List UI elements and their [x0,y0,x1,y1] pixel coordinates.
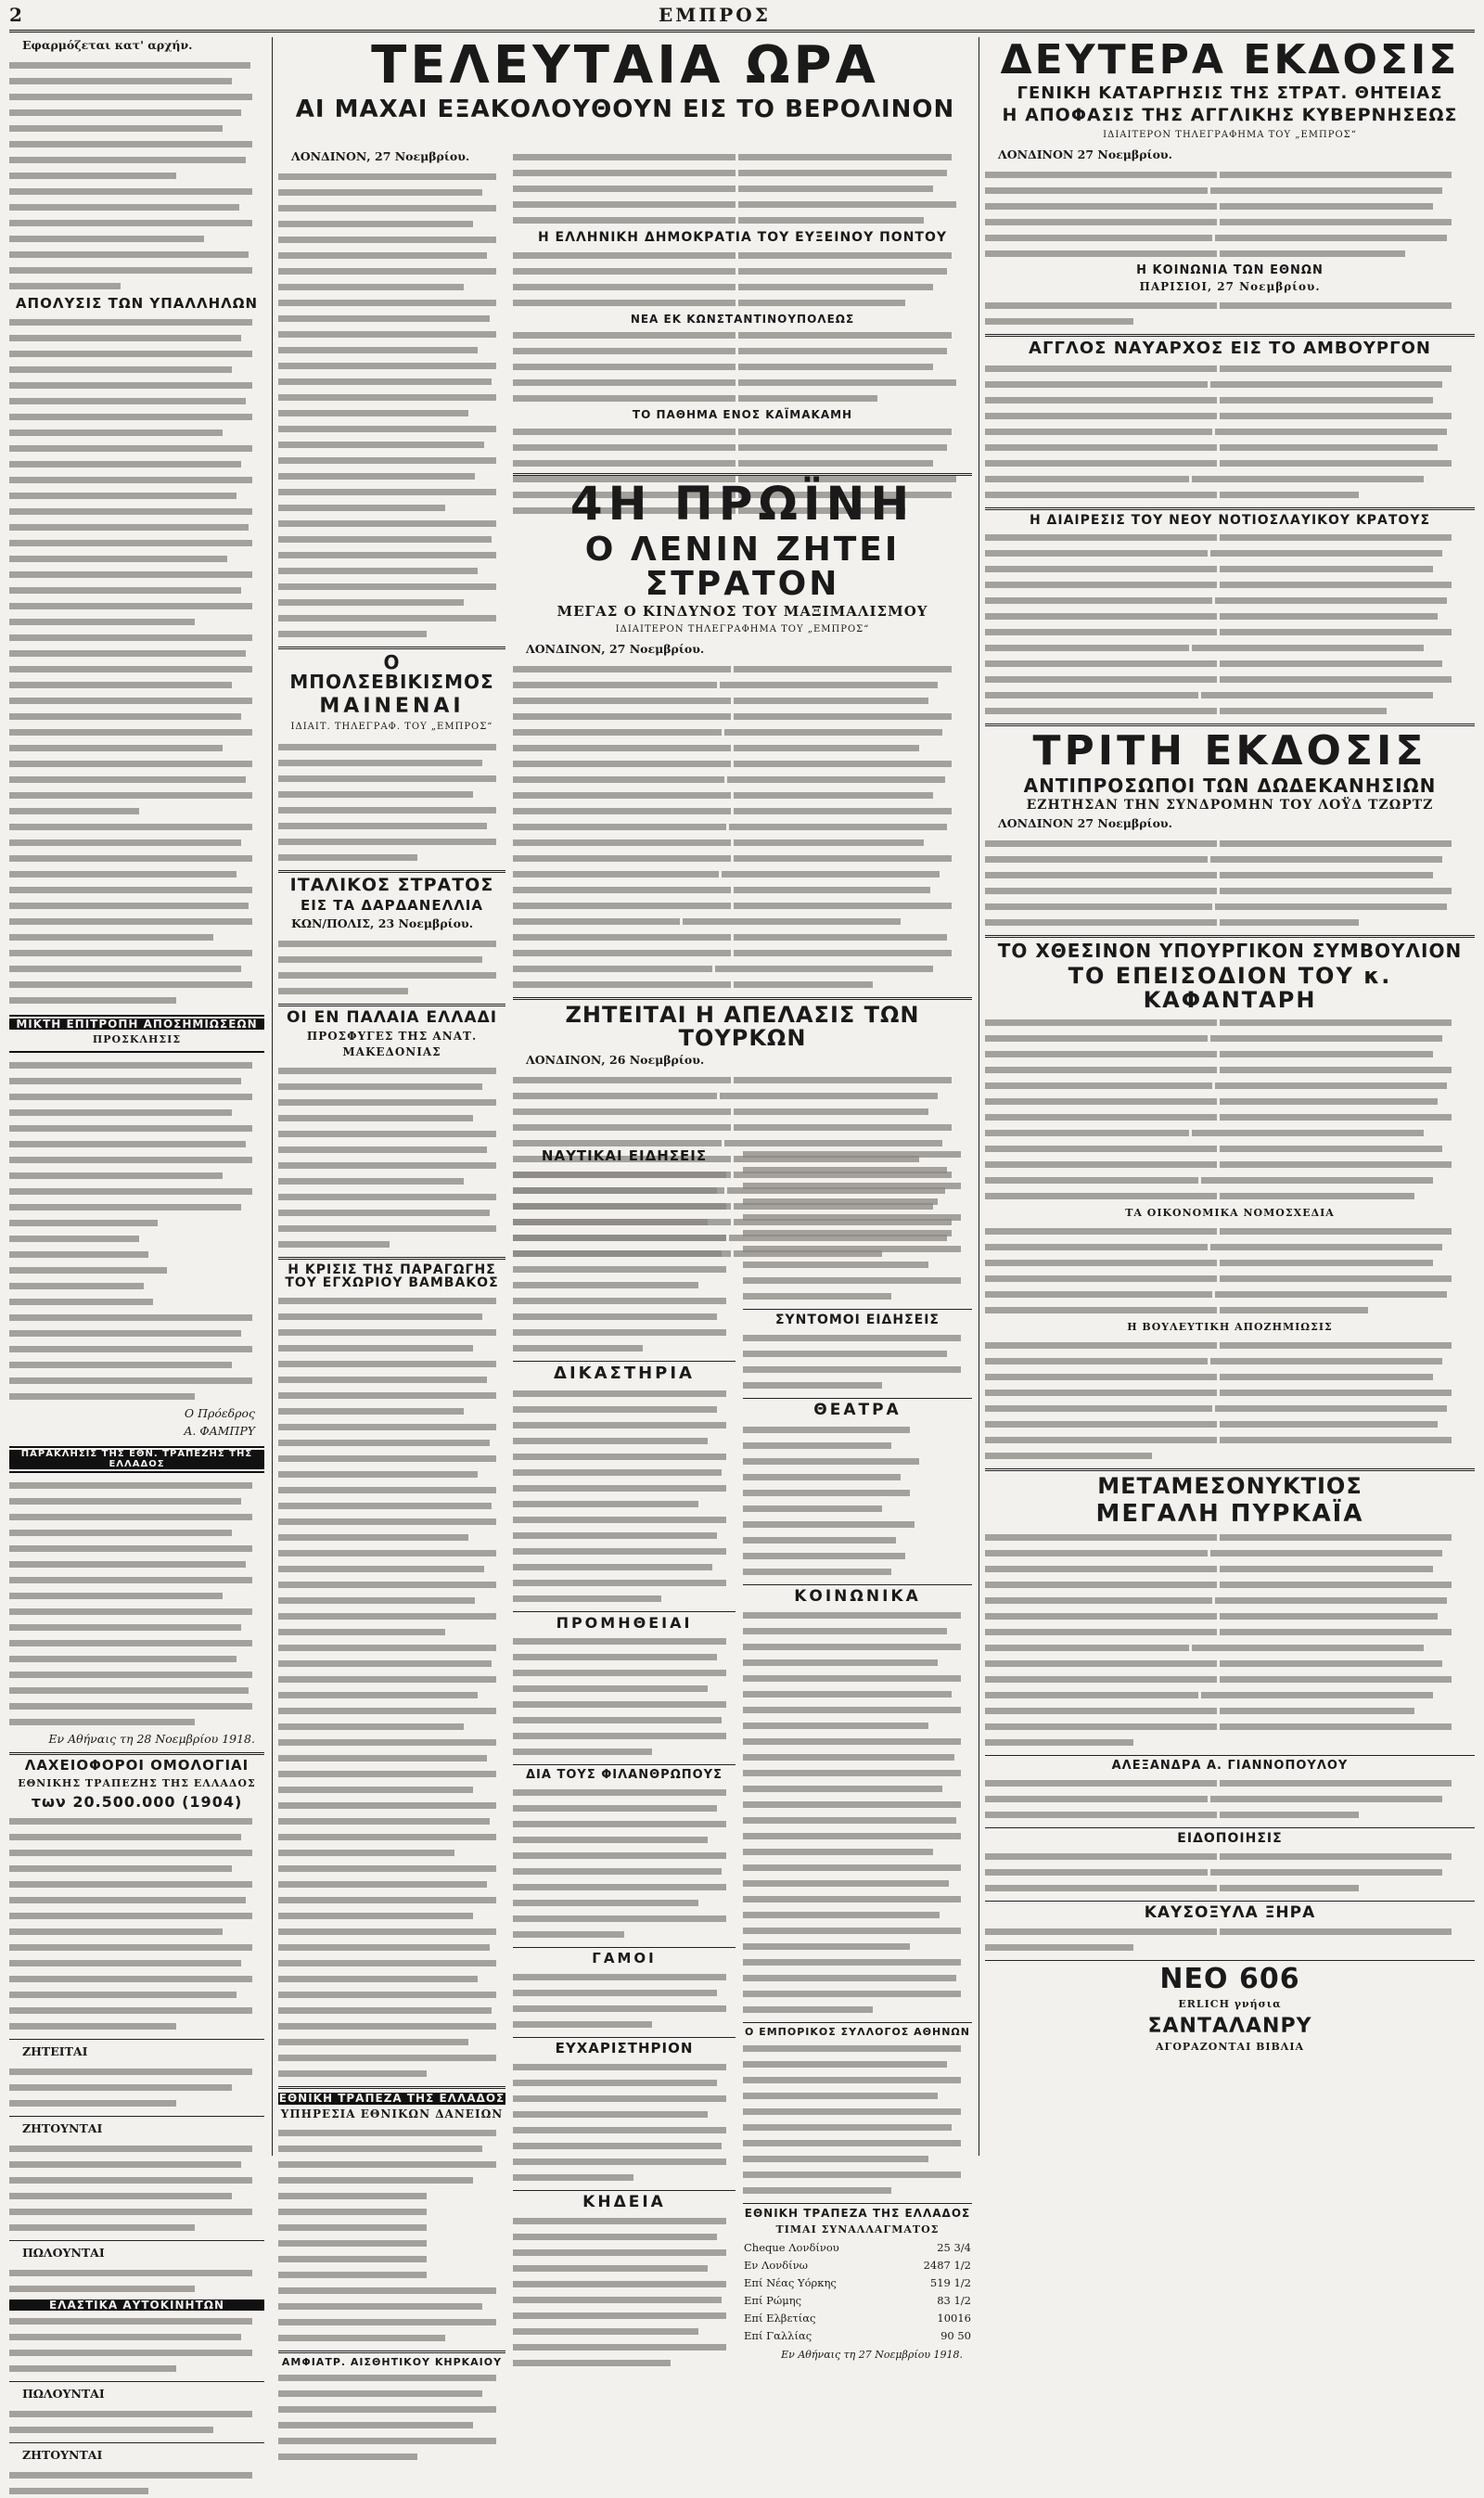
italian-dateline: ΚΩΝ/ΠΟΛΙΣ, 23 Νοεμβρίου. [291,916,474,930]
body-text [278,738,505,865]
table-row [743,2239,972,2257]
bank-dateline: Εν Αθήναις τη 28 Νοεμβρίου 1918. [48,1732,255,1747]
separator [513,1764,736,1765]
body-text [513,2212,736,2370]
dodecanese-dateline: ΛΟΝΔΙΝΟΝ 27 Νοεμβρίου. [998,816,1172,831]
lenin-subheading: ΜΕΓΑΣ Ο ΚΙΝΔΥΝΟΣ ΤΟΥ ΜΑΞΙΜΑΛΙΣΜΟΥ [556,603,928,621]
exchange-value: 2487 1/2 [923,2258,971,2272]
table-row [743,2327,972,2345]
body-text [278,1292,505,2081]
headline-dismissal: ΑΠΟΛΥΣΙΣ ΤΩΝ ΥΠΑΛΛΗΛΩΝ [15,295,259,312]
bolshevism-tag: ΙΔΙΑΙΤ. ΤΗΛΕΓΡΑΦ. ΤΟΥ „ΕΜΠΡΟΣ“ [290,722,493,733]
headline-naval: ΝΑΥΤΙΚΑΙ ΕΙΔΗΣΕΙΣ [541,1147,708,1164]
exchange-label: Cheque Λονδίνου [744,2240,839,2254]
separator [513,2190,736,2191]
separator [985,1468,1475,1471]
separator [9,1752,264,1755]
body-text [278,935,505,998]
headline-league: Η ΚΟΙΝΩΝΙΑ ΤΩΝ ΕΘΝΩΝ [1136,263,1324,278]
exchange-label: Επί Νέας Υόρκης [744,2275,837,2289]
dodecanese-subheading: ΕΖΗΤΗΣΑΝ ΤΗΝ ΣΥΝΔΡΟΜΗΝ ΤΟΥ ΛΟΫΔ ΤΖΩΡΤΖ [1026,798,1434,813]
lead-text: Εφαρμόζεται κατ' αρχήν. [22,38,193,52]
separator [9,2240,264,2241]
headline-old-greece: ΟΙ ΕΝ ΠΑΛΑΙΑ ΕΛΛΑΔΙ [286,1007,498,1027]
headline-italian: ΙΤΑΛΙΚΟΣ ΣΤΡΑΤΟΣ [289,875,494,896]
lottery-amount: των 20.500.000 (1904) [31,1793,243,1812]
headline-last-hour: ΤΕΛΕΥΤΑΙΑ ΩΡΑ [371,35,879,96]
separator [743,1309,972,1310]
body-text [278,168,505,641]
exchange-dateline: Εν Αθήναις τη 27 Νοεμβρίου 1918. [781,2348,963,2361]
table-row [743,2257,972,2274]
body-text [743,1146,972,1303]
column-center-lower-right [743,1146,972,2361]
separator [985,1755,1475,1756]
committee-signature: Α. ΦΑΜΠΡΥ [184,1424,255,1439]
headline-santal: ΣΑΝΤΑΛΑΝΡΥ [1147,2014,1312,2038]
headline-courts: ΔΙΚΑΣΤΗΡΙΑ [554,1363,695,1383]
exchange-label: Εν Λονδίνω [744,2258,809,2272]
column-right [985,37,1475,2159]
headline-notice: ΕΙΔΟΠΟΙΗΣΙΣ [1177,1830,1283,1846]
neo606-subheading: ERLICH γνήσια [1178,1997,1282,2010]
fourth-edition [513,473,972,1144]
body-text [9,2140,264,2235]
body-text [513,327,972,405]
body-text [9,2063,264,2110]
headline-kirkeion: ΑΜΦΙΑΤΡ. ΑΙΣΘΗΤΙΚΟΥ ΚΗΡΚΑΙΟΥ [281,2355,503,2368]
body-text [985,297,1475,328]
separator [985,1960,1475,1961]
headline-bank2: ΕΘΝΙΚΗ ΤΡΑΠΕΖΑ ΤΗΣ ΕΛΛΑΔΟΣ [278,2092,505,2105]
headline-weddings: ΓΑΜΟΙ [592,1950,657,1967]
body-text [985,1848,1475,1895]
headline-third-edition: ΤΡΙΤΗ ΕΚΔΟΣΙΣ [1032,727,1427,775]
headline-lenin: Ο ΛΕΝΙΝ ΖΗΤΕΙ ΣΤΡΑΤΟΝ [584,530,901,604]
old-greece-subheading: ΠΡΟΣΦΥΓΕΣ ΤΗΣ ΑΝΑΤ. ΜΑΚΕΔΟΝΙΑΣ [306,1029,478,1058]
bank2-subheading: ΥΠΗΡΕΣΙΑ ΕΘΝΙΚΩΝ ΔΑΝΕΙΩΝ [280,2107,504,2120]
separator [985,334,1475,337]
headline-friends: ΔΙΑ ΤΟΥΣ ΦΙΛΑΝΘΡΩΠΟΥΣ [526,1768,723,1783]
headline-short-news: ΣΥΝΤΟΜΟΙ ΕΙΔΗΣΕΙΣ [774,1313,940,1327]
lenin-dateline: ΛΟΝΔΙΝΟΝ, 27 Νοεμβρίου. [526,642,705,657]
headline-konst: ΝΕΑ ΕΚ ΚΩΝΣΤΑΝΤΙΝΟΥΠΟΛΕΩΣ [630,312,855,326]
headline-neo606: ΝΕΟ 606 [1159,1963,1300,1996]
body-text [278,1062,505,1251]
classified-ad: ΖΗΤΕΙΤΑΙ [22,2043,88,2058]
bank-box [9,1446,264,1473]
exchange-subheading: ΤΙΜΑΙ ΣΥΝΑΛΛΑΓΜΑΤΟΣ [775,2223,940,2235]
page-number: 2 [9,4,22,26]
headline-hamburg: ΑΓΓΛΟΣ ΝΑΥΑΡΧΟΣ ΕΙΣ ΤΟ ΑΜΒΟΥΡΓΟΝ [1029,338,1431,358]
right-tag: ΙΔΙΑΙΤΕΡΟΝ ΤΗΛΕΓΡΑΦΗΜΑ ΤΟΥ „ΕΜΠΡΟΣ“ [1103,130,1357,141]
body-text [9,2466,264,2498]
headline-fire: ΜΕΓΑΛΗ ΠΥΡΚΑΪΑ [1095,1499,1364,1528]
column-left [9,37,264,2463]
separator [9,2116,264,2117]
body-text [9,1813,264,2033]
headline-kafantaris: ΤΟ ΕΠΕΙΣΟΔΙΟΝ ΤΟΥ κ. ΚΑΦΑΝΤΑΡΗ [1068,963,1392,1013]
body-text [985,1223,1475,1317]
headline-second-edition: ΔΕΥΤΕΡΑ ΕΚΔΟΣΙΣ [1000,36,1460,83]
body-text [278,2369,505,2464]
committee-president: Ο Πρόεδρος [184,1406,255,1421]
column-center-left [278,148,505,2368]
headline-committee: ΜΙΚΤΗ ΕΠΙΤΡΟΠΗ ΑΠΟΣΗΜΙΩΣΕΩΝ [9,1018,264,1031]
separator [9,2381,264,2382]
separator [985,724,1475,726]
bolshevism-subheading: ΜΑΙΝΕΝΑΙ [319,695,465,718]
headline-midnight: ΜΕΤΑΜΕΣΟΝΥΚΤΙΟΣ [1097,1472,1362,1499]
masthead [9,4,1475,32]
exchange-label: Επί Ρώμης [744,2293,802,2307]
exchange-value: 25 3/4 [937,2240,971,2254]
headline-council: ΤΟ ΧΘΕΣΙΝΟΝ ΥΠΟΥΡΓΙΚΟΝ ΣΥΜΒΟΥΛΙΟΝ [997,940,1463,963]
separator [9,2039,264,2040]
exchange-label: Επί Ελβετίας [744,2311,816,2325]
exchange-value: 83 1/2 [937,2293,971,2307]
body-text [9,1057,264,1403]
table-row [743,2310,972,2327]
headline-finance: ΤΑ ΟΙΚΟΝΟΜΙΚΑ ΝΟΜΟΣΧΕΔΙΑ [1125,1206,1335,1219]
classified-ad: ΖΗΤΟΥΝΤΑΙ [22,2120,103,2135]
table-row [743,2292,972,2310]
body-text [9,2405,264,2437]
classified-ad: ΖΗΤΟΥΝΤΑΙ [22,2448,103,2463]
headline-pasha: ΤΟ ΠΑΘΗΜΑ ΕΝΟΣ ΚΑΪΜΑΚΑΜΗ [632,408,853,422]
body-text [985,529,1475,718]
body-text [985,1014,1475,1203]
santal-subheading: ΑΓΟΡΑΖΟΝΤΑΙ ΒΙΒΛΙΑ [1155,2041,1305,2054]
body-text [743,1607,972,2017]
league-dateline: ΠΑΡΙΣΙΟΙ, 27 Νοεμβρίου. [1139,279,1321,293]
exchange-value: 90 50 [940,2328,971,2342]
separator [985,935,1475,938]
headline-supplies: ΠΡΟΜΗΘΕΙΑΙ [556,1613,693,1632]
separator [513,997,972,1000]
committee-subheading: ΠΡΟΣΚΛΗΣΙΣ [92,1033,182,1046]
separator [278,1004,505,1006]
column-center-lower-left [513,1146,736,2211]
separator [743,2022,972,2023]
body-text [9,2264,264,2296]
headline-thanks: ΕΥΧΑΡΙΣΤΗΡΙΟΝ [555,2039,694,2056]
headline-yannopoulos: ΑΛΕΞΑΝΔΡΑ Α. ΓΙΑΝΝΟΠΟΥΛΟΥ [1111,1759,1349,1774]
headline-social: ΚΟΙΝΩΝΙΚΑ [794,1586,921,1606]
body-text [513,660,972,992]
paper-name: ΕΜΠΡΟΣ [659,4,771,26]
headline-english-gov: Η ΑΠΟΦΑΣΙΣ ΤΗΣ ΑΓΓΛΙΚΗΣ ΚΥΒΕΡΝΗΣΕΩΣ [1002,105,1458,126]
headline-merchants: Ο ΕΜΠΟΡΙΚΟΣ ΣΥΛΛΟΓΟΣ ΑΘΗΝΩΝ [745,2026,970,2039]
headline-republic: Η ΕΛΛΗΝΙΚΗ ΔΗΜΟΚΡΑΤΙΑ ΤΟΥ ΕΥΞΕΙΝΟΥ ΠΟΝΤΟΥ [537,230,948,245]
separator [513,2037,736,2038]
column-rule [272,37,273,2156]
body-text [513,2058,736,2184]
exchange-value: 10016 [937,2311,971,2325]
body-text [513,247,972,310]
headline-general-strike: ΓΕΝΙΚΗ ΚΑΤΑΡΓΗΣΙΣ ΤΗΣ ΣΤΡΑΤ. ΘΗΤΕΙΑΣ [1017,83,1443,104]
body-text [985,835,1475,929]
body-text [9,1477,264,1729]
separator [985,1901,1475,1902]
body-text [985,166,1475,261]
body-text [278,2124,505,2345]
headline-firewood: ΚΑΥΣΟΞΥΛΑ ΞΗΡΑ [1144,1902,1316,1922]
headline-theatre: ΘΕΑΤΡΑ [813,1400,902,1419]
turks-dateline: ΛΟΝΔΙΝΟΝ, 26 Νοεμβρίου. [526,1053,705,1068]
body-text [985,1774,1475,1822]
body-text [9,314,264,1007]
body-text [743,1421,972,1579]
classified-ad: ΠΩΛΟΥΝΤΑΙ [22,2387,105,2402]
body-text [743,2040,972,2197]
separator [278,2086,505,2089]
headline-parliament: Η ΒΟΥΛΕΥΤΙΚΗ ΑΠΟΖΗΜΙΩΣΙΣ [1127,1320,1333,1333]
separator [278,870,505,873]
committee-box [9,1015,264,1054]
headline-fourth-edition: 4Η ΠΡΩΪΝΗ [569,477,915,531]
body-text [985,1529,1475,1749]
separator [985,1827,1475,1828]
body-text [513,1633,736,1759]
exchange-table [743,2239,972,2345]
last-hour-banner [278,37,972,148]
separator [278,647,505,649]
headline-dodecanese: ΑΝΤΙΠΡΟΣΩΠΟΙ ΤΩΝ ΔΩΔΕΚΑΝΗΣΙΩΝ [1023,775,1437,798]
lottery-subheading: ΕΘΝΙΚΗΣ ΤΡΑΠΕΖΗΣ ΤΗΣ ΕΛΛΑΔΟΣ [18,1777,256,1790]
exchange-label: Επί Γαλλίας [744,2328,812,2342]
headline-turks: ΖΗΤΕΙΤΑΙ Η ΑΠΕΛΑΣΙΣ ΤΩΝ ΤΟΥΡΚΩΝ [565,1002,920,1052]
headline-lottery: ΛΑΧΕΙΟΦΟΡΟΙ ΟΜΟΛΟΓΙΑΙ [24,1757,249,1774]
body-text [9,2312,264,2376]
separator [743,1398,972,1399]
italian-subheading: ΕΙΣ ΤΑ ΔΑΡΔΑΝΕΛΛΙΑ [301,897,483,915]
english-dateline: ΛΟΝΔΙΝΟΝ 27 Νοεμβρίου. [998,147,1172,162]
body-text [9,57,264,293]
body-text [513,1166,736,1355]
exchange-value: 519 1/2 [929,2275,971,2289]
headline-exchange: ΕΘΝΙΚΗ ΤΡΑΠΕΖΑ ΤΗΣ ΕΛΛΑΔΟΣ [744,2206,971,2220]
column-center-right-top [513,148,972,482]
body-text [985,1923,1475,1954]
separator [743,2203,972,2204]
berlin-dateline: ΛΟΝΔΙΝΟΝ, 27 Νοεμβρίου. [291,149,470,163]
body-text [513,148,972,227]
headline-yugoslav: Η ΔΙΑΙΡΕΣΙΣ ΤΟΥ ΝΕΟΥ ΝΟΤΙΟΣΛΑΥΙΚΟΥ ΚΡΑΤΟΥΣ [1029,512,1431,528]
body-text [513,1784,736,1941]
separator [985,507,1475,510]
lenin-tag: ΙΔΙΑΙΤΕΡΟΝ ΤΗΛΕΓΡΑΦΗΜΑ ΤΟΥ „ΕΜΠΡΟΣ“ [615,624,870,635]
body-text [985,1337,1475,1463]
separator [513,1361,736,1362]
headline-bank: ΠΑΡΑΚΛΗΣΙΣ ΤΗΣ ΕΘΝ. ΤΡΑΠΕΖΗΣ ΤΗΣ ΕΛΛΑΔΟΣ [9,1450,264,1469]
separator [278,1257,505,1260]
table-row [743,2274,972,2292]
headline-elastic: ΕΛΑΣΤΙΚΑ ΑΥΤΟΚΙΝΗΤΩΝ [9,2299,264,2312]
separator [743,1584,972,1585]
separator [9,2442,264,2443]
body-text [743,1329,972,1392]
body-text [985,360,1475,502]
headline-funerals: ΚΗΔΕΙΑ [582,2192,666,2211]
headline-bolshevism: Ο ΜΠΟΛΣΕΒΙΚΙΣΜΟΣ [289,651,494,693]
body-text [513,1968,736,2031]
separator [513,1611,736,1612]
classified-ad: ΠΩΛΟΥΝΤΑΙ [22,2245,105,2260]
separator [278,2351,505,2353]
headline-cotton: Η ΚΡΙΣΙΣ ΤΗΣ ΠΑΡΑΓΩΓΗΣ ΤΟΥ ΕΓΧΩΡΙΟΥ ΒΑΜΒΑΚΟΣ [285,1262,499,1291]
separator [513,1947,736,1948]
body-text [513,1385,736,1606]
headline-berlin: ΑΙ ΜΑΧΑΙ ΕΞΑΚΟΛΟΥΘΟΥΝ ΕΙΣ ΤΟ ΒΕΡΟΛΙΝΟΝ [295,95,955,123]
